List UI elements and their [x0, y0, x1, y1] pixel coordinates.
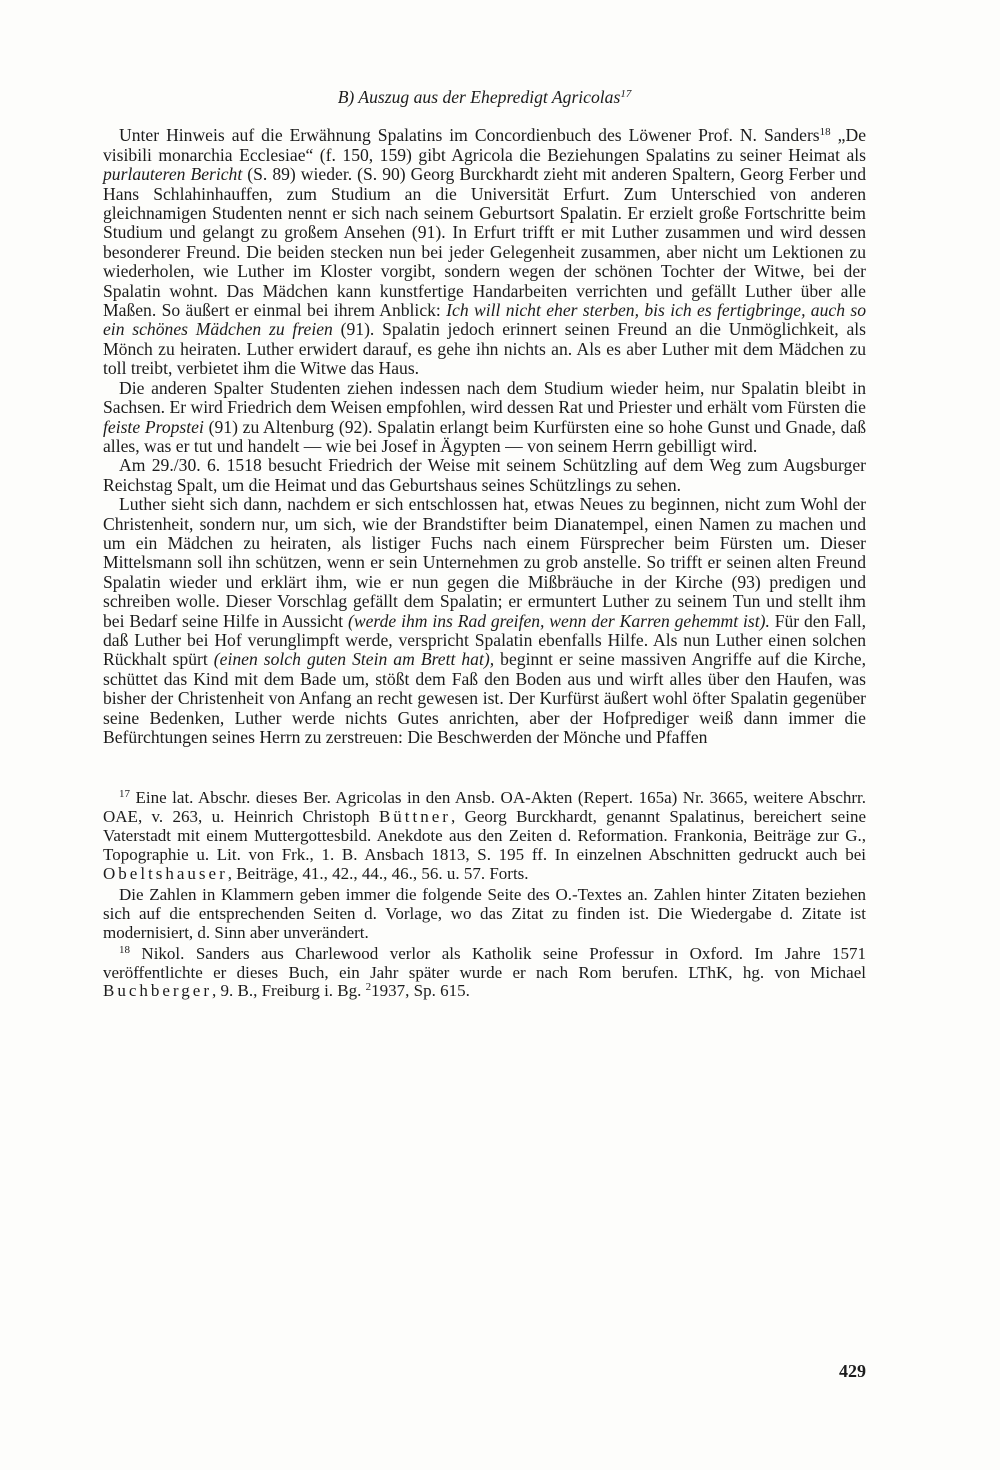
footnote-ref-18: 18	[819, 126, 831, 139]
paragraph-4: Luther sieht sich dann, nachdem er sich entschlossen hat, etwas Neues zu beginnen, nicht zum Wohl der Christenheit, sondern nur, um sich, wie der Brandstifter beim Dianatempel, einen Namen zu machen und um ein Mädchen zu heiraten, als listiger Fuchs nach einem Fürsprecher beim Fürsten um. Dieser Mittelsmann soll ihn schützen, wenn er sein Unternehmen zu grob anstelle. So trifft er seinen alten Freund Spalatin wieder und erklärt ihm, wie er nun gegen die Mißbräuche in der Kirche (93) predigen und schreiben wolle. Dieser Vorschlag gefällt dem Spalatin; er ermuntert Luther zu seinem Tun und stellt ihm bei Bedarf seine Hilfe in Aussicht (werde ihm ins Rad greifen, wenn der Karren gehemmt ist). Für den Fall, daß Luther bei Hof verunglimpft werde, verspricht Spalatin ebenfalls Hilfe. Als nun Luther einen solchen Rückhalt spürt (einen solch guten Stein am Brett hat), beginnt er seine massiven Angriffe auf die Kirche, schüttet das Kind mit dem Bade um, stößt dem Faß den Boden aus und wirft alles über den Haufen, was bisher der Christenheit von Anfang an recht gewesen ist. Der Kurfürst äußert wohl öfter Spalatin gegenüber seine Bedenken, Luther werde nichts Gutes anrichten, aber der Hofprediger weiß dann immer die Befürchtungen seines Herrn zu zerstreuen: Die Beschwerden der Mönche und Pfaffen	[103, 494, 867, 747]
footnote-18: $^{18}$ Nikol. Sanders aus Charlewood verlor als Katholik seine Professur in Oxford. Im Jahre 1571 veröffentlichte er dieses Buch, ein Jahr später wurde er nach Rom berufen. LThK, hg. von Michael Buchberger, 9. B., Freiburg i. Bg. $^2$1937, Sp. 615.	[103, 943, 866, 1001]
footnote-ref-17: 17	[620, 88, 632, 100]
footnote-17-continued: Die Zahlen in Klammern geben immer die folgende Seite des O.-Textes an. Zahlen hinter Zitaten beziehen sich auf die entsprechenden Seiten d. Vorlage, wo das Zitat zu finden ist. Die Wiedergabe d. Zitate ist modernisiert, d. Sinn aber unverändert.	[103, 884, 866, 942]
page-content	[103, 88, 866, 1003]
section-heading: B) Auszug aus der Ehepredigt Agricolas$^{17}$	[337, 87, 632, 107]
footnote-17: $^{17}$ Eine lat. Abschr. dieses Ber. Agricolas in den Ansb. OA-Akten (Repert. 165a) Nr. 3665, weitere Abschrr. OAE, v. 263, u. Heinrich Christoph Büttner, Georg Burckhardt, genannt Spalatinus, bereichert seine Vaterstadt mit einem Muttergottesbild. Anekdote aus den Zeiten d. Reformation. Frankonia, Beiträge zur G., Topographie u. Lit. von Frk., 1. B. Ansbach 1813, S. 195 ff. In einzelnen Abschnitten gedruckt auch bei Obeltshauser, Beiträge, 41., 42., 44., 46., 56. u. 57. Forts.	[103, 788, 866, 884]
footnotes	[103, 789, 866, 1001]
paragraph-3: Am 29./30. 6. 1518 besucht Friedrich der Weise mit seinem Schützling auf dem Weg zum Augsburger Reichstag Spalt, um die Heimat und das Geburtshaus seines Schützlings zu sehen.	[103, 455, 866, 495]
paragraph-2: Die anderen Spalter Studenten ziehen indessen nach dem Studium wieder heim, nur Spalatin bleibt in Sachsen. Er wird Friedrich dem Weisen empfohlen, wird dessen Rat und Priester und erhält vom Fürsten die feiste Propstei (91) zu Altenburg (92). Spalatin erlangt beim Kurfürsten eine so hohe Gunst und Gnade, daß alles, was er tut und handelt — wie bei Josef in Ägypten — von seinem Herrn gebilligt wird.	[103, 377, 866, 456]
paragraph-1: Unter Hinweis auf die Erwähnung Spalatins im Concordienbuch des Löwener Prof. N. Sanders$^{18}$ „De visibili monarchia Ecclesiae“ (f. 150, 159) gibt Agricola die Beziehungen Spalatins zu seiner Heimat als purlauteren Bericht (S. 89) wieder. (S. 90) Georg Burckhardt zieht mit anderen Spaltern, Georg Ferber und Hans Schlahinhauffen, zum Studium an die Universität Erfurt. Zum Unterschied von anderen gleichnamigen Studenten nennt er sich nach seinem Geburtsort Spalatin. Er erzielt große Fortschritte beim Studium und gelangt zu großem Ansehen (91). In Erfurt trifft er mit Luther zusammen und wird dessen besonderer Freund. Die beiden stecken nun bei jeder Gelegenheit zusammen, aber nicht um Lektionen zu wiederholen, wie Luther im Kloster vorgibt, sondern wegen der schönen Tochter der Witwe, bei der Spalatin wohnt. Das Mädchen kann kunstfertige Handarbeiten verrichten und gefällt Luther über alle Maßen. So äußert er einmal bei ihrem Anblick: Ich will nicht eher sterben, bis ich es fertigbringe, auch so ein schönes Mädchen zu freien (91). Spalatin jedoch erinnert seinen Freund an die Unmöglichkeit, als Mönch zu heiraten. Luther erwidert darauf, es gehe ihn nichts an. Als es aber Luther mit dem Mädchen zu toll treibt, verbietet ihm die Witwe das Haus.	[103, 125, 867, 379]
page-number: 429	[839, 1361, 866, 1381]
